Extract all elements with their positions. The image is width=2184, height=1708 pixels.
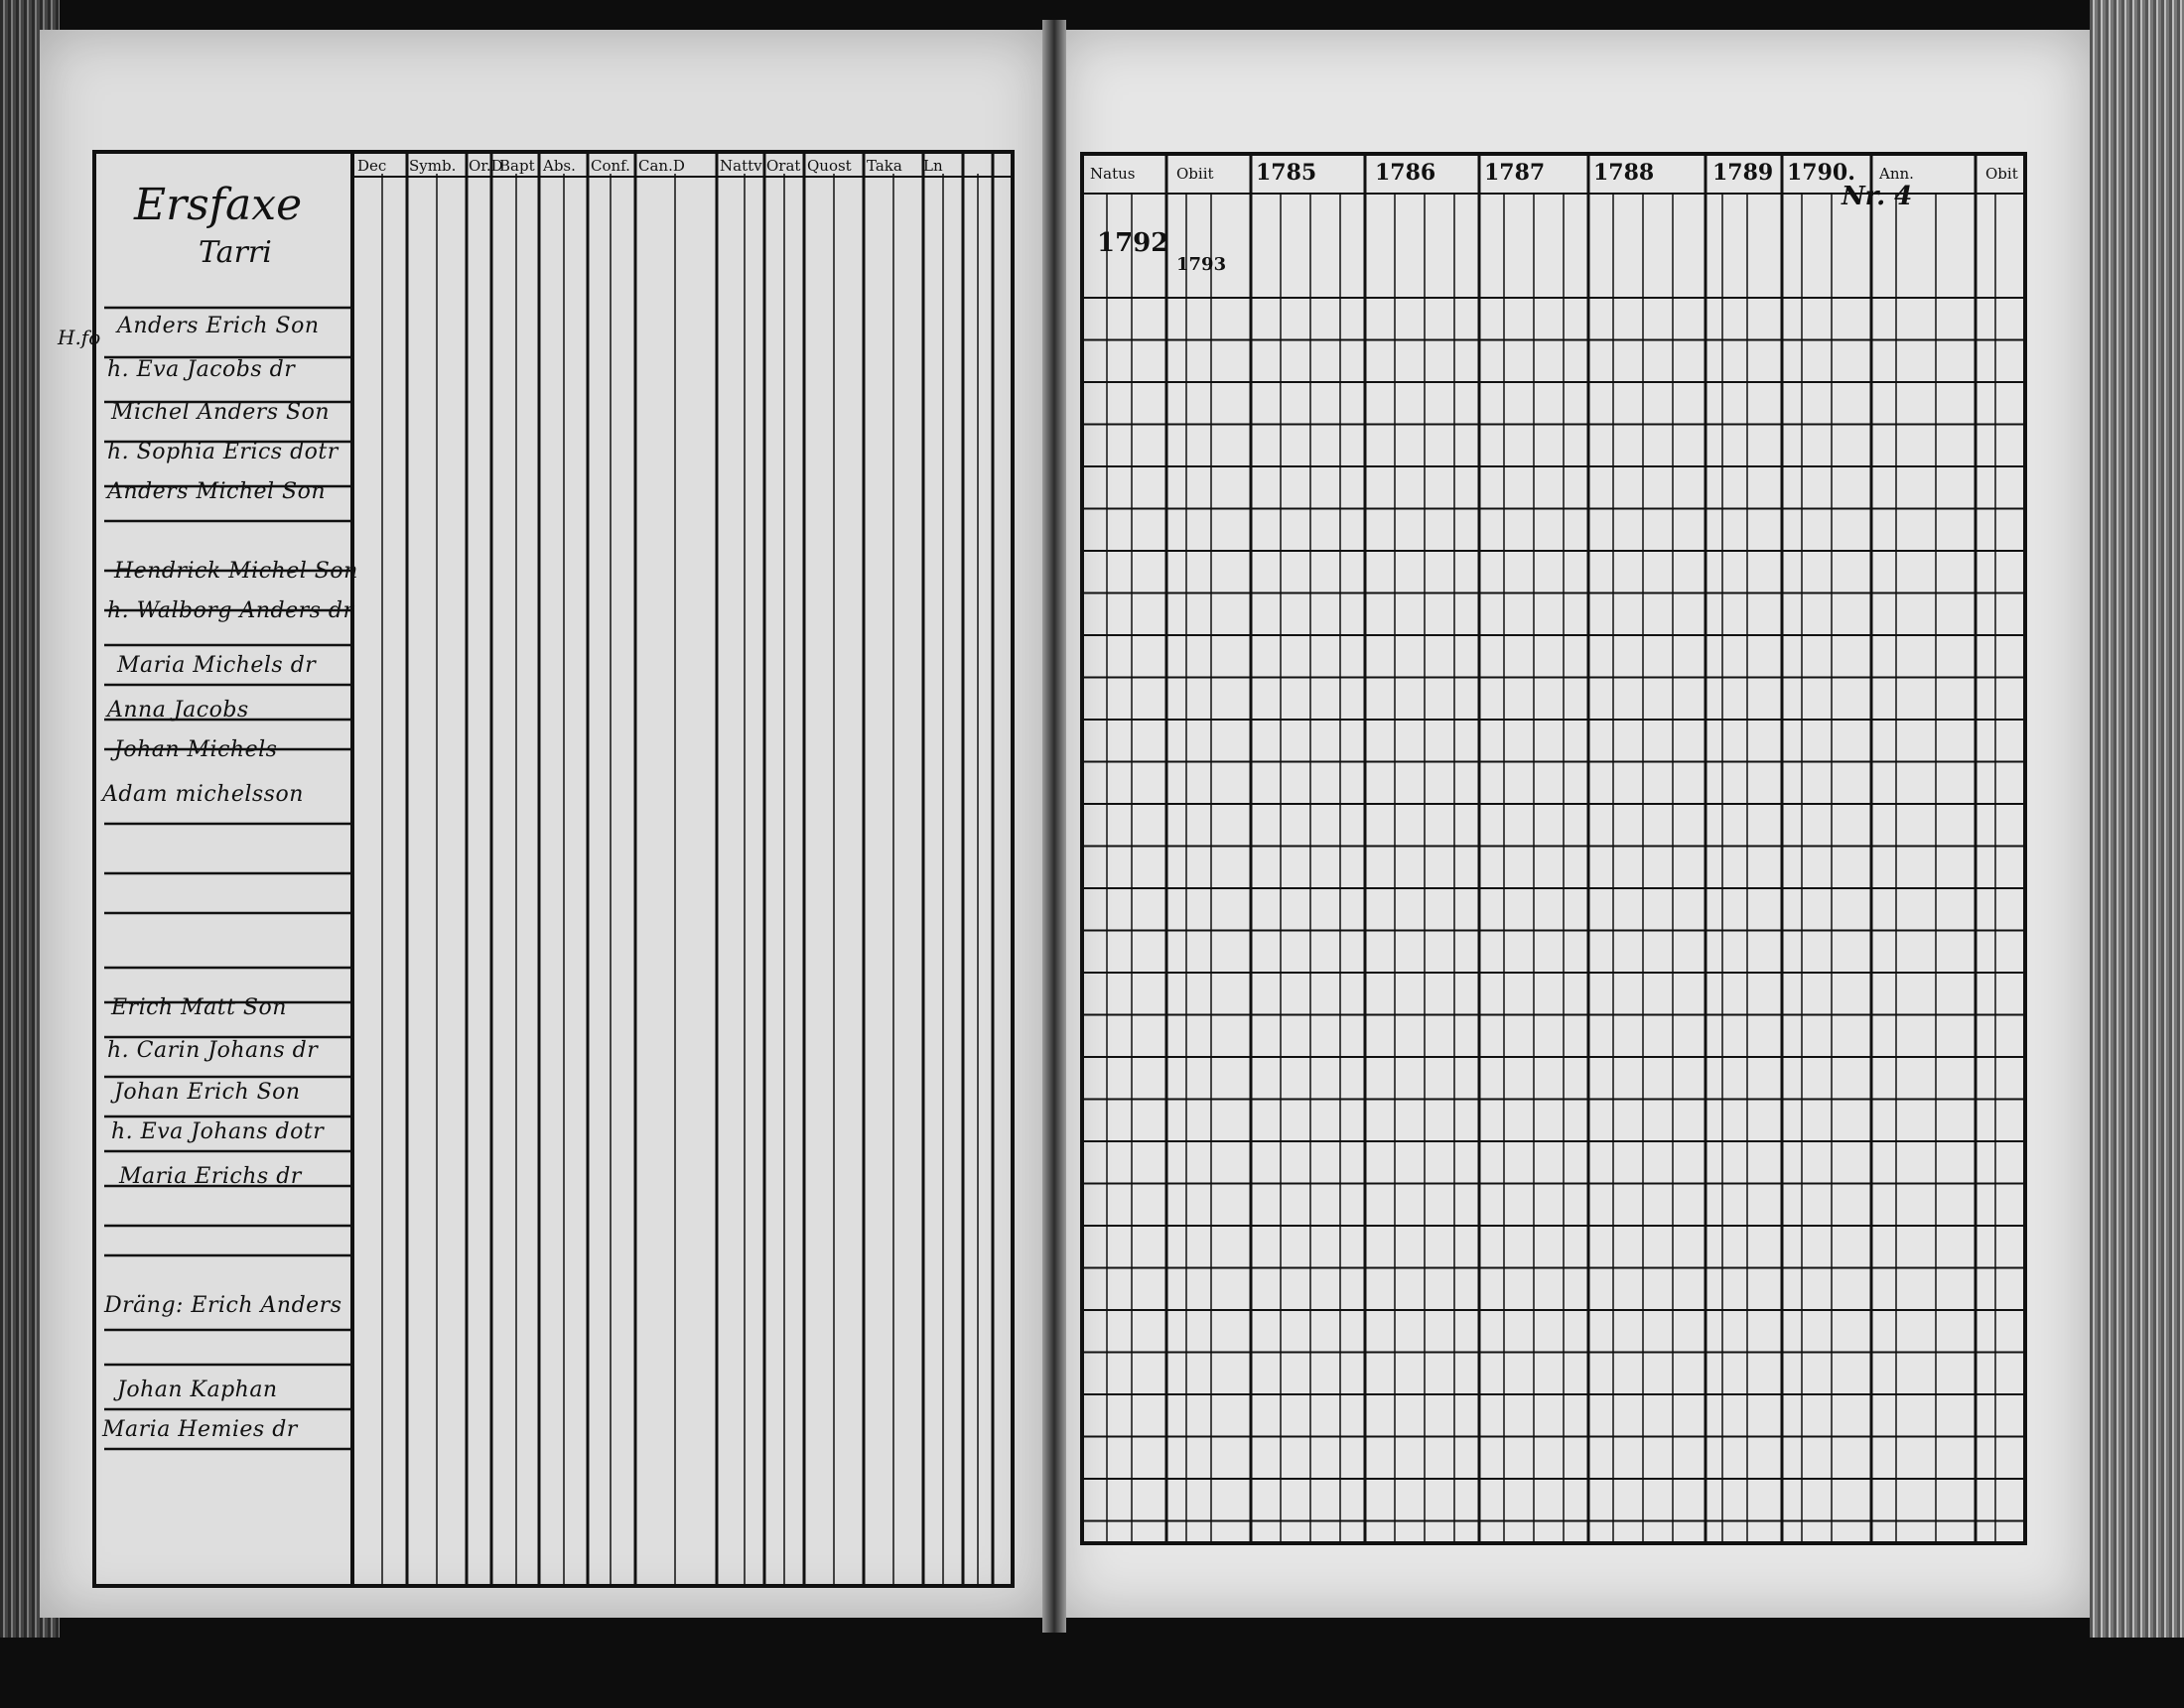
household-entry-10: Adam michelsson	[102, 782, 304, 807]
left-column-header: Bapt	[499, 157, 535, 175]
household-entry-16: Dräng: Erich Anders	[104, 1293, 342, 1318]
household-entry-13: Johan Erich Son	[114, 1080, 301, 1105]
year-mark-1793: 1793	[1176, 254, 1227, 275]
right-column-header: 1789	[1712, 160, 1774, 186]
left-column-header: Can.D	[638, 157, 685, 175]
right-column-header: 1785	[1256, 160, 1317, 186]
household-entry-18: Maria Hemies dr	[102, 1417, 298, 1442]
right-column-header: Natus	[1090, 165, 1136, 183]
left-column-header: Dec	[357, 157, 387, 175]
household-entry-3: h. Sophia Erics dotr	[107, 440, 339, 464]
household-entry-8: Anna Jacobs	[107, 698, 249, 723]
left-column-header: Quost	[807, 157, 852, 175]
year-mark-1792: 1792	[1097, 228, 1169, 258]
left-column-header: Abs.	[543, 157, 576, 175]
household-entry-11: Erich Matt Son	[111, 995, 287, 1020]
household-entry-14: h. Eva Johans dotr	[111, 1119, 325, 1144]
household-entry-0: Anders Erich Son	[117, 314, 320, 338]
right-column-header: 1790.	[1787, 160, 1855, 186]
right-column-header: Ann.	[1879, 165, 1914, 183]
right-table-frame	[1082, 154, 2025, 1543]
household-entry-17: Johan Kaphan	[117, 1378, 278, 1402]
right-column-header: Obiit	[1176, 165, 1214, 183]
household-entry-2: Michel Anders Son	[111, 400, 331, 425]
household-entry-9: Johan Michels	[114, 737, 278, 762]
left-column-header: Orat	[766, 157, 801, 175]
left-column-header: Conf.	[591, 157, 630, 175]
right-column-header: 1786	[1375, 160, 1436, 186]
household-entry-5: Hendrick Michel Son	[114, 559, 358, 584]
page-subtitle: Tarri	[199, 235, 272, 270]
corner-note: Nr. 4	[1842, 182, 1913, 211]
page-title: Ersfaxe	[134, 180, 303, 230]
household-entry-7: Maria Michels dr	[117, 653, 317, 678]
right-column-header: Obit	[1985, 165, 2018, 183]
left-column-header: Symb.	[409, 157, 457, 175]
household-entry-4: Anders Michel Son	[107, 479, 327, 504]
left-column-header: Ln	[923, 157, 943, 175]
margin-note: H.fo	[58, 326, 101, 349]
right-column-header: 1788	[1593, 160, 1655, 186]
left-column-header: Or.D	[469, 157, 503, 175]
household-entry-1: h. Eva Jacobs dr	[107, 357, 296, 382]
right-column-header: 1787	[1484, 160, 1546, 186]
household-entry-15: Maria Erichs dr	[119, 1164, 302, 1189]
left-column-header: Nattv	[720, 157, 762, 175]
household-entry-6: h. Walborg Anders dr	[107, 598, 354, 623]
household-entry-12: h. Carin Johans dr	[107, 1038, 319, 1063]
left-column-header: Taka	[867, 157, 902, 175]
